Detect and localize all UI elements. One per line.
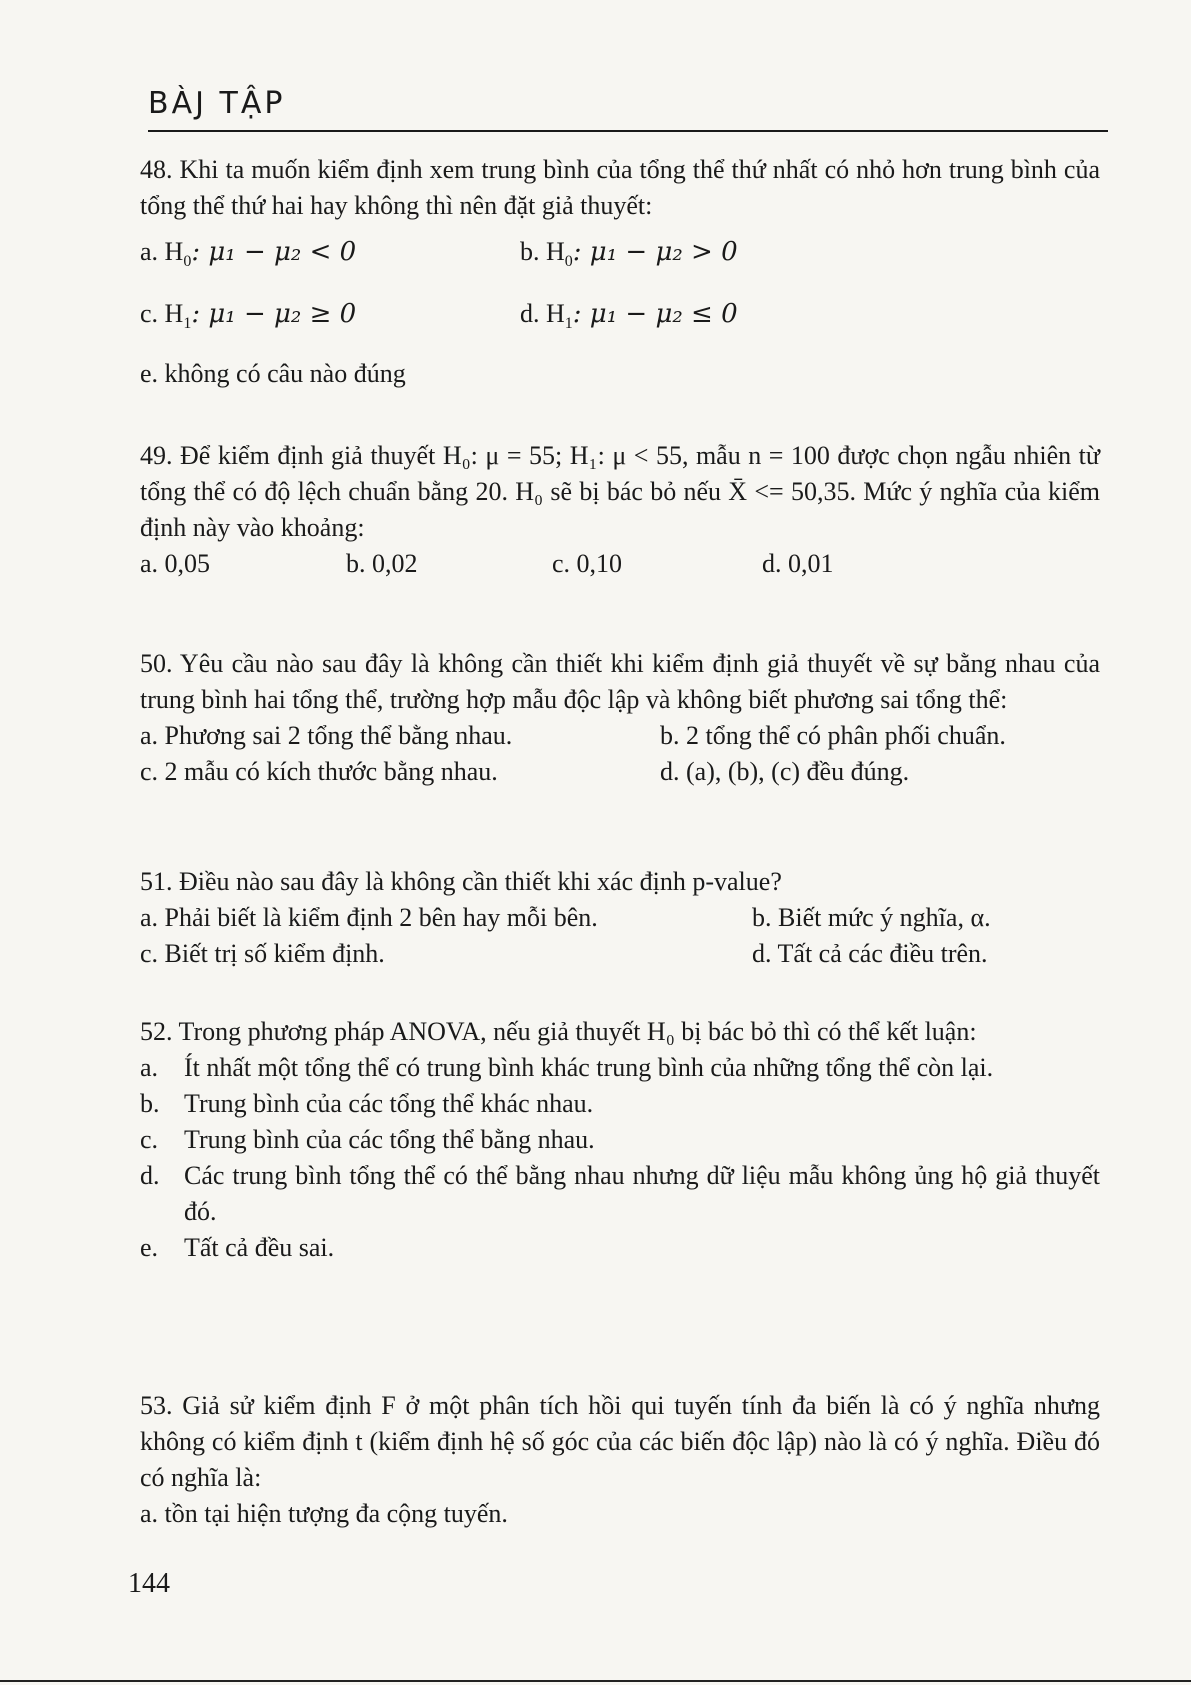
question-50-options-row-1 [140, 718, 1100, 754]
option-49-c: c. 0,10 [552, 549, 623, 578]
option-50-c: c. 2 mẫu có kích thước bằng nhau. [140, 757, 498, 786]
page-header [148, 86, 1108, 136]
option-51-b: b. Biết mức ý nghĩa, α. [752, 903, 991, 932]
option-52-d: d. Các trung bình tổng thể có thể bằng nhau nhưng dữ liệu mẫu không ủng hộ giả thuyết đó. [140, 1161, 1100, 1226]
question-49 [140, 438, 1100, 582]
page-number: 144 [128, 1568, 170, 1599]
option-52-e: e. Tất cả đều sai. [140, 1233, 335, 1262]
header-title: BÀJ TẬP [148, 86, 286, 121]
question-49-options [140, 546, 1100, 582]
option-49-a: a. 0,05 [140, 549, 211, 578]
option-48-e: e. không có câu nào đúng [140, 359, 406, 389]
option-48-d: d. $H_1$: μ₁ − μ₂ ≤ 0 [520, 299, 738, 333]
option-48-c: c. $H_1$: μ₁ − μ₂ ≥ 0 [140, 299, 357, 333]
option-48-b: b. $H_0$: μ₁ − μ₂ > 0 [520, 237, 738, 271]
option-51-d: d. Tất cả các điều trên. [752, 939, 988, 968]
question-50-options-row-2 [140, 754, 1100, 790]
option-50-a: a. Phương sai 2 tổng thể bằng nhau. [140, 721, 513, 750]
question-50-stem: 50. Yêu cầu nào sau đây là không cần thiết khi kiểm định giả thuyết về sự bằng nhau của trung bình hai tổng thể, trường hợp mẫu độc lập và không biết phương sai tổng thể: [140, 649, 1100, 714]
question-48-options-row-2 [140, 296, 1100, 342]
option-52-c: c. Trung bình của các tổng thể bằng nhau. [140, 1125, 595, 1154]
option-49-b: b. 0,02 [346, 549, 418, 578]
question-52 [140, 1014, 1100, 1266]
question-51-options-row-1 [140, 900, 1100, 936]
option-51-c: c. Biết trị số kiểm định. [140, 939, 385, 968]
option-51-a: a. Phải biết là kiểm định 2 bên hay mỗi bên. [140, 903, 598, 932]
bottom-edge-line [0, 1680, 1191, 1682]
question-51-options-row-2 [140, 936, 1100, 972]
question-52-stem: 52. Trong phương pháp ANOVA, nếu giả thuyết H₀ bị bác bỏ thì có thể kết luận: [140, 1017, 977, 1046]
question-51 [140, 864, 1100, 972]
question-51-stem: 51. Điều nào sau đây là không cần thiết khi xác định p-value? [140, 867, 782, 896]
question-48-stem: 48. Khi ta muốn kiểm định xem trung bình của tổng thể thứ nhất có nhỏ hơn trung bình của tổng thể thứ hai hay không thì nên đặt giả thuyết: [140, 155, 1100, 220]
option-53-a: a. tồn tại hiện tượng đa cộng tuyến. [140, 1499, 508, 1528]
question-53-stem: 53. Giả sử kiểm định F ở một phân tích hồi qui tuyến tính đa biến là có ý nghĩa nhưng không có kiểm định t (kiểm định hệ số góc của các biến độc lập) nào là có ý nghĩa. Điều đó có nghĩa là: [140, 1391, 1100, 1492]
option-49-d: d. 0,01 [762, 549, 834, 578]
question-50 [140, 646, 1100, 790]
option-50-d: d. (a), (b), (c) đều đúng. [660, 757, 910, 786]
option-50-b: b. 2 tổng thể có phân phối chuẩn. [660, 721, 1006, 750]
question-49-stem: 49. Để kiểm định giả thuyết H₀: μ = 55; H₁: μ < 55, mẫu n = 100 được chọn ngẫu nhiên từ tổng thể có độ lệch chuẩn bằng 20. H₀ sẽ bị bác bỏ nếu X̄ <= 50,35. Mức ý nghĩa của kiểm định này vào khoảng: [140, 441, 1100, 542]
option-48-a: a. $H_0$: μ₁ − μ₂ < 0 [140, 237, 357, 271]
option-52-a: a. Ít nhất một tổng thể có trung bình khác trung bình của những tổng thể còn lại. [140, 1053, 994, 1082]
header-rule [148, 130, 1108, 132]
question-53 [140, 1388, 1100, 1532]
question-48-options-row-1 [140, 234, 1100, 280]
option-52-b: b. Trung bình của các tổng thể khác nhau. [140, 1089, 594, 1118]
question-48 [140, 152, 1100, 392]
